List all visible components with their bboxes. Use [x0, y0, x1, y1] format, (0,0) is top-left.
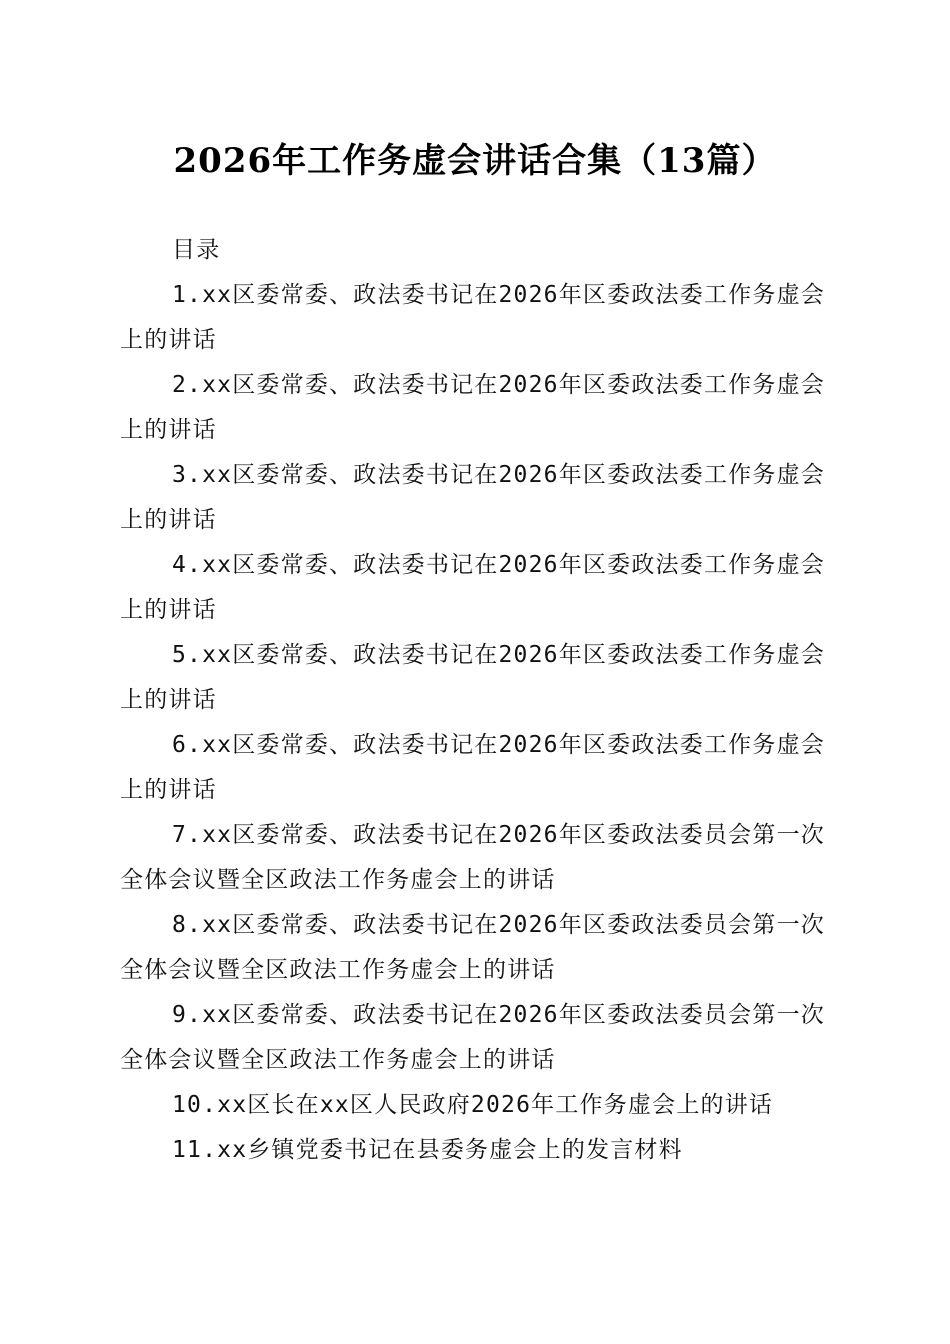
document-title: 2026年工作务虚会讲话合集（13篇）: [173, 141, 777, 181]
toc-item: 1.xx区委常委、政法委书记在2026年区委政法委工作务虚会上的讲话: [120, 282, 825, 353]
toc-item: 8.xx区委常委、政法委书记在2026年区委政法委员会第一次全体会议暨全区政法工作务虚会上的讲话: [120, 912, 825, 983]
toc-item: 5.xx区委常委、政法委书记在2026年区委政法委工作务虚会上的讲话: [120, 642, 825, 713]
toc-item: 3.xx区委常委、政法委书记在2026年区委政法委工作务虚会上的讲话: [120, 462, 825, 533]
table-of-contents: [120, 228, 825, 1173]
toc-item: 4.xx区委常委、政法委书记在2026年区委政法委工作务虚会上的讲话: [120, 552, 825, 623]
toc-item: 2.xx区委常委、政法委书记在2026年区委政法委工作务虚会上的讲话: [120, 372, 825, 443]
toc-item: 9.xx区委常委、政法委书记在2026年区委政法委员会第一次全体会议暨全区政法工作务虚会上的讲话: [120, 1002, 825, 1073]
toc-item: 11.xx乡镇党委书记在县委务虚会上的发言材料: [172, 1137, 683, 1163]
toc-item: 10.xx区长在xx区人民政府2026年工作务虚会上的讲话: [172, 1092, 774, 1118]
toc-item: 7.xx区委常委、政法委书记在2026年区委政法委员会第一次全体会议暨全区政法工作务虚会上的讲话: [120, 822, 825, 893]
toc-item: 6.xx区委常委、政法委书记在2026年区委政法委工作务虚会上的讲话: [120, 732, 825, 803]
toc-heading: 目录: [172, 237, 221, 263]
